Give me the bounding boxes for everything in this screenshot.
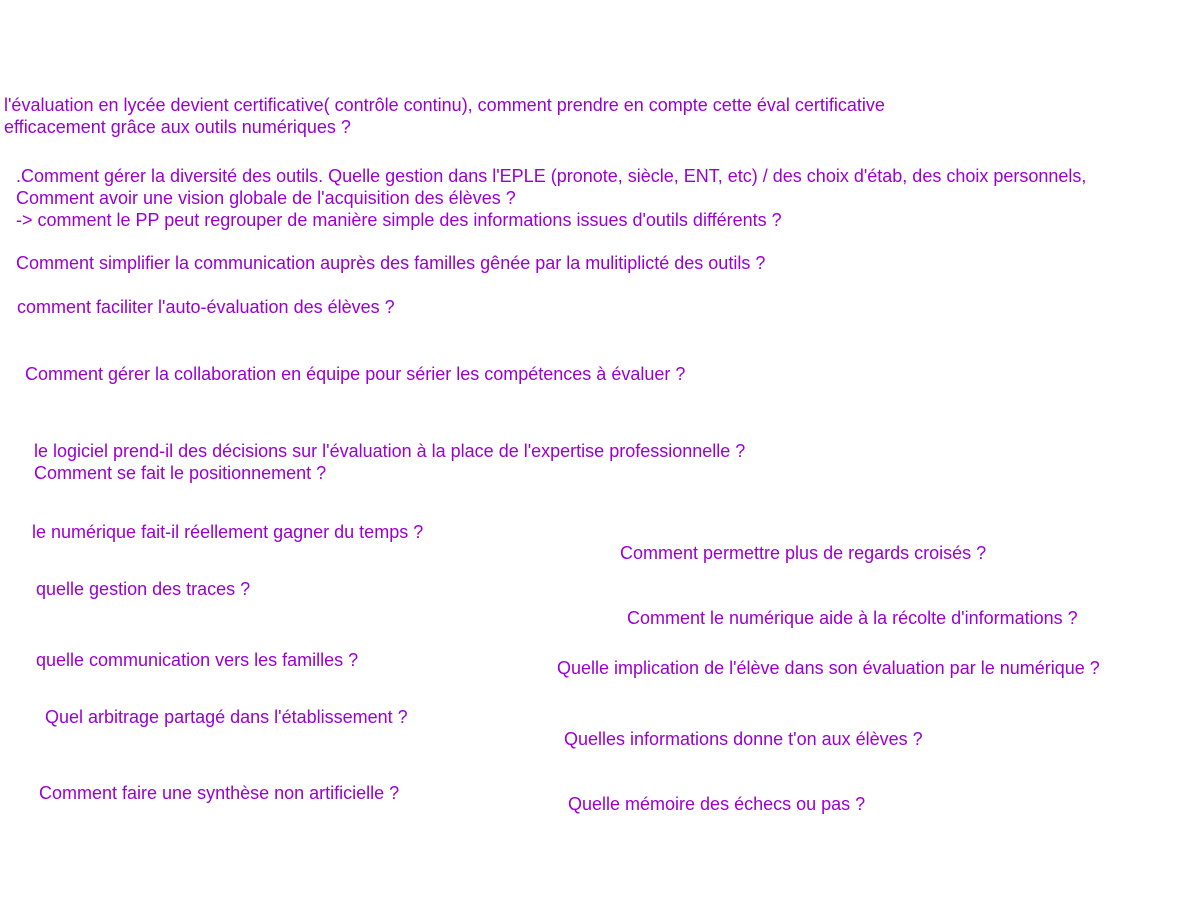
note-certificative-evaluation xyxy=(4,94,885,138)
note-line: Quel arbitrage partagé dans l'établissement ? xyxy=(45,707,408,727)
note-cross-views xyxy=(620,542,986,564)
note-line: Quelle implication de l'élève dans son évaluation par le numérique ? xyxy=(557,658,1100,678)
note-line: efficacement grâce aux outils numériques ? xyxy=(4,117,351,137)
note-shared-arbitration xyxy=(45,706,408,728)
note-line: quelle gestion des traces ? xyxy=(36,579,251,599)
note-time-saving xyxy=(32,521,423,543)
note-line: Comment simplifier la communication auprès des familles gênée par la mulitiplicté des outils ? xyxy=(16,253,766,273)
note-line: Comment se fait le positionnement ? xyxy=(34,463,327,483)
note-team-collaboration xyxy=(25,363,685,385)
note-student-information xyxy=(564,728,923,750)
note-line: le logiciel prend-il des décisions sur l'évaluation à la place de l'expertise professionnelle ? xyxy=(34,441,746,461)
note-line: Comment gérer la collaboration en équipe pour sérier les compétences à évaluer ? xyxy=(25,364,686,384)
note-failure-memory xyxy=(568,793,865,815)
note-self-evaluation xyxy=(17,296,395,318)
note-traces-management xyxy=(36,578,250,600)
note-line: -> comment le PP peut regrouper de manière simple des informations issues d'outils différents ? xyxy=(16,210,782,230)
note-information-gathering xyxy=(627,607,1078,629)
note-synthesis xyxy=(39,782,399,804)
note-communication-families xyxy=(36,649,358,671)
note-line: Comment faire une synthèse non artificielle ? xyxy=(39,783,400,803)
note-line: .Comment gérer la diversité des outils. Quelle gestion dans l'EPLE (pronote, siècle, ENT, etc) / des choix d'étab, des choix personnels, xyxy=(16,166,1087,186)
note-student-involvement xyxy=(557,657,1100,679)
note-software-decisions xyxy=(34,440,745,484)
note-line: quelle communication vers les familles ? xyxy=(36,650,359,670)
note-line: Comment permettre plus de regards croisés ? xyxy=(620,543,987,563)
note-line: l'évaluation en lycée devient certificative( contrôle continu), comment prendre en compte cette éval certificative xyxy=(4,95,885,115)
note-line: Quelle mémoire des échecs ou pas ? xyxy=(568,794,866,814)
note-tools-diversity xyxy=(16,165,1086,231)
note-family-communication xyxy=(16,252,765,274)
note-line: Quelles informations donne t'on aux élèves ? xyxy=(564,729,923,749)
note-line: comment faciliter l'auto-évaluation des élèves ? xyxy=(17,297,395,317)
note-line: Comment avoir une vision globale de l'acquisition des élèves ? xyxy=(16,188,516,208)
note-line: le numérique fait-il réellement gagner du temps ? xyxy=(32,522,424,542)
note-line: Comment le numérique aide à la récolte d'informations ? xyxy=(627,608,1078,628)
